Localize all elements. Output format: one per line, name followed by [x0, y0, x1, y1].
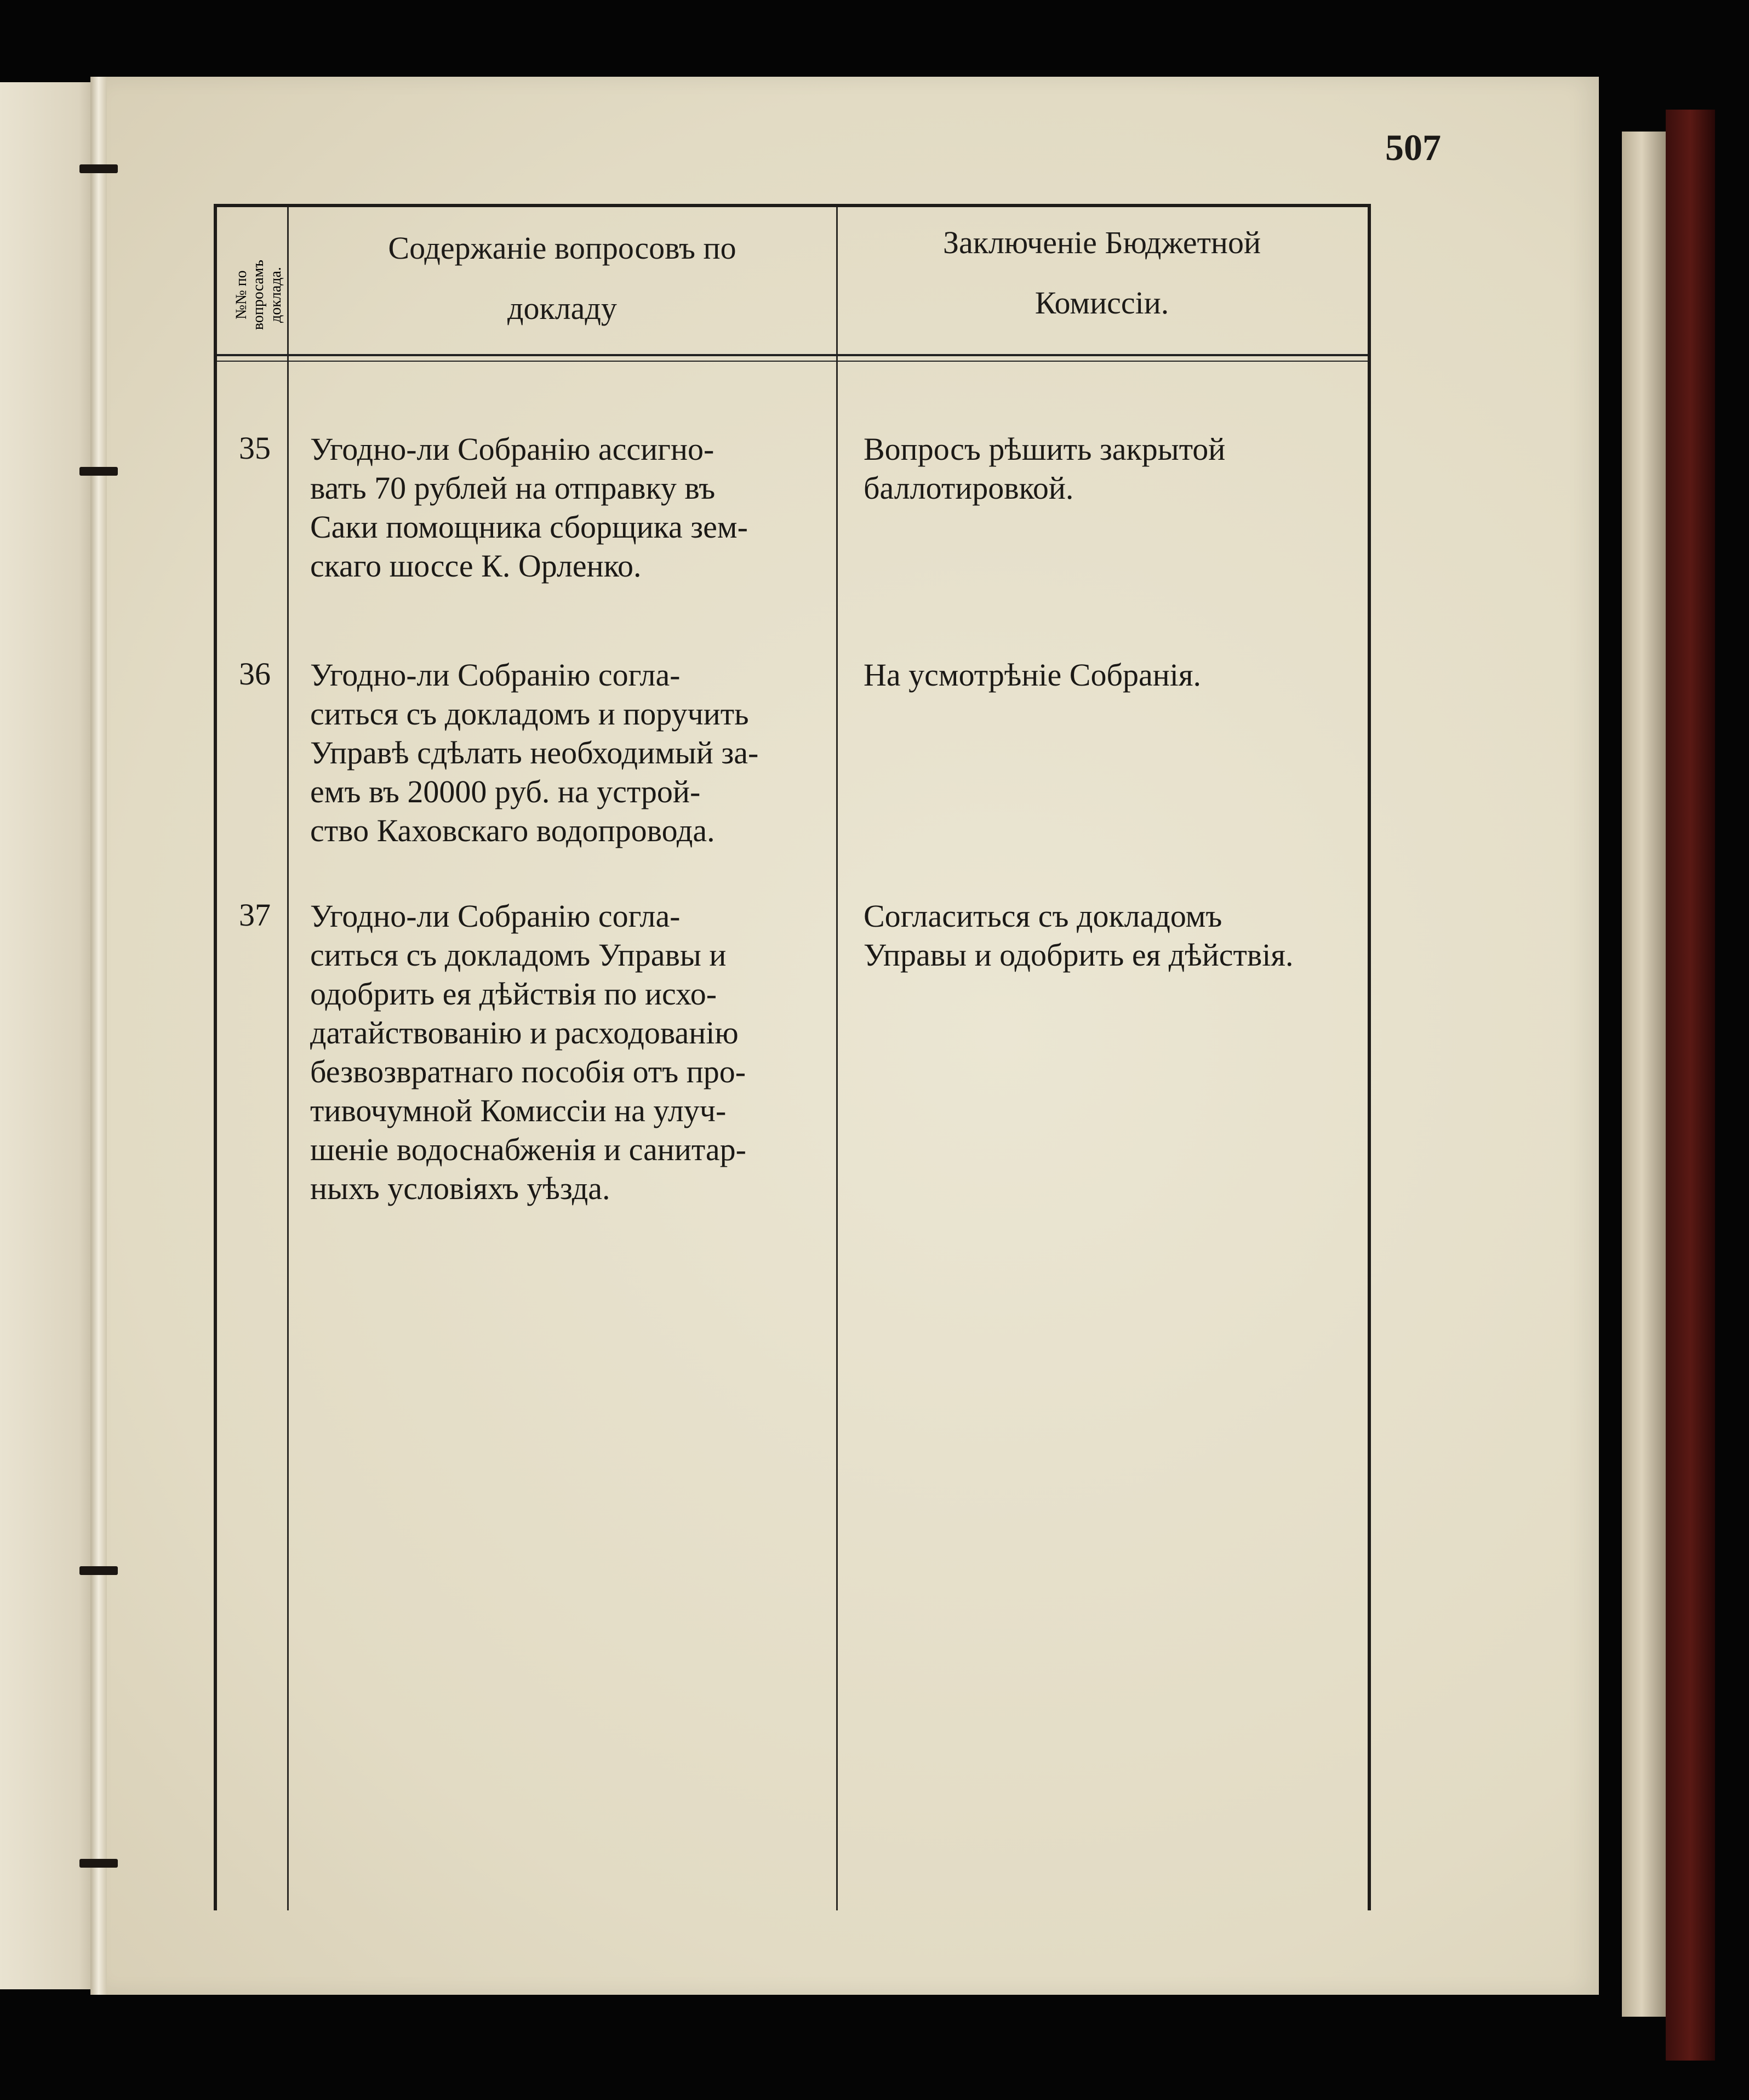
- header-rule-double: [217, 361, 1368, 362]
- row-conclusion: Согласиться съ докладомъ Управы и одобрить ея дѣйствія.: [864, 898, 1294, 973]
- book-page: [104, 77, 1599, 1995]
- binding-stitch: [79, 467, 118, 476]
- back-pages-edge: [1622, 132, 1671, 2017]
- report-table: [214, 204, 1371, 1910]
- row-question: Угодно-ли Собранію ассигно- вать 70 рублей на отправку въ Саки помощника сборщика зем- скаго шоссе К. Орленко.: [310, 431, 748, 584]
- row-number: 37: [239, 897, 271, 933]
- row-number: 36: [239, 656, 271, 692]
- header-number-column: №№ по вопросамъ доклада.: [232, 259, 284, 330]
- row-conclusion: Вопросъ рѣшить закрытой баллотировкой.: [864, 431, 1226, 506]
- header-rule: [217, 354, 1368, 356]
- header-conclusion-column: Заключеніе Бюджетной Комиссіи.: [942, 225, 1261, 321]
- page-number: 507: [1385, 127, 1441, 168]
- row-number: 35: [239, 430, 271, 466]
- row-conclusion: На усмотрѣніе Собранія.: [864, 657, 1202, 693]
- book-cover-edge: [1666, 110, 1715, 2061]
- binding-stitch: [79, 1566, 118, 1575]
- column-rule-question: [836, 207, 838, 1910]
- binding-stitch: [79, 1859, 118, 1868]
- header-question-column: Содержаніе вопросовъ по докладу: [388, 230, 736, 326]
- left-page-edge: [0, 82, 99, 1989]
- row-question: Угодно-ли Собранію согла- ситься съ докладомъ Управы и одобрить ея дѣйствія по исхо- датайствованію и расходованію безвозвратнаго пособія отъ про- тивочумной Комиссіи на улуч- шеніе водоснабженія и санитар- ныхъ условіяхъ уѣзда.: [310, 898, 746, 1206]
- book-spine: [90, 77, 107, 1995]
- column-rule-number: [287, 207, 289, 1910]
- binding-stitch: [79, 164, 118, 173]
- row-question: Угодно-ли Собранію согла- ситься съ докладомъ и поручить Управѣ сдѣлать необходимый за- емъ въ 20000 руб. на устрой- ство Каховскаго водопровода.: [310, 657, 759, 848]
